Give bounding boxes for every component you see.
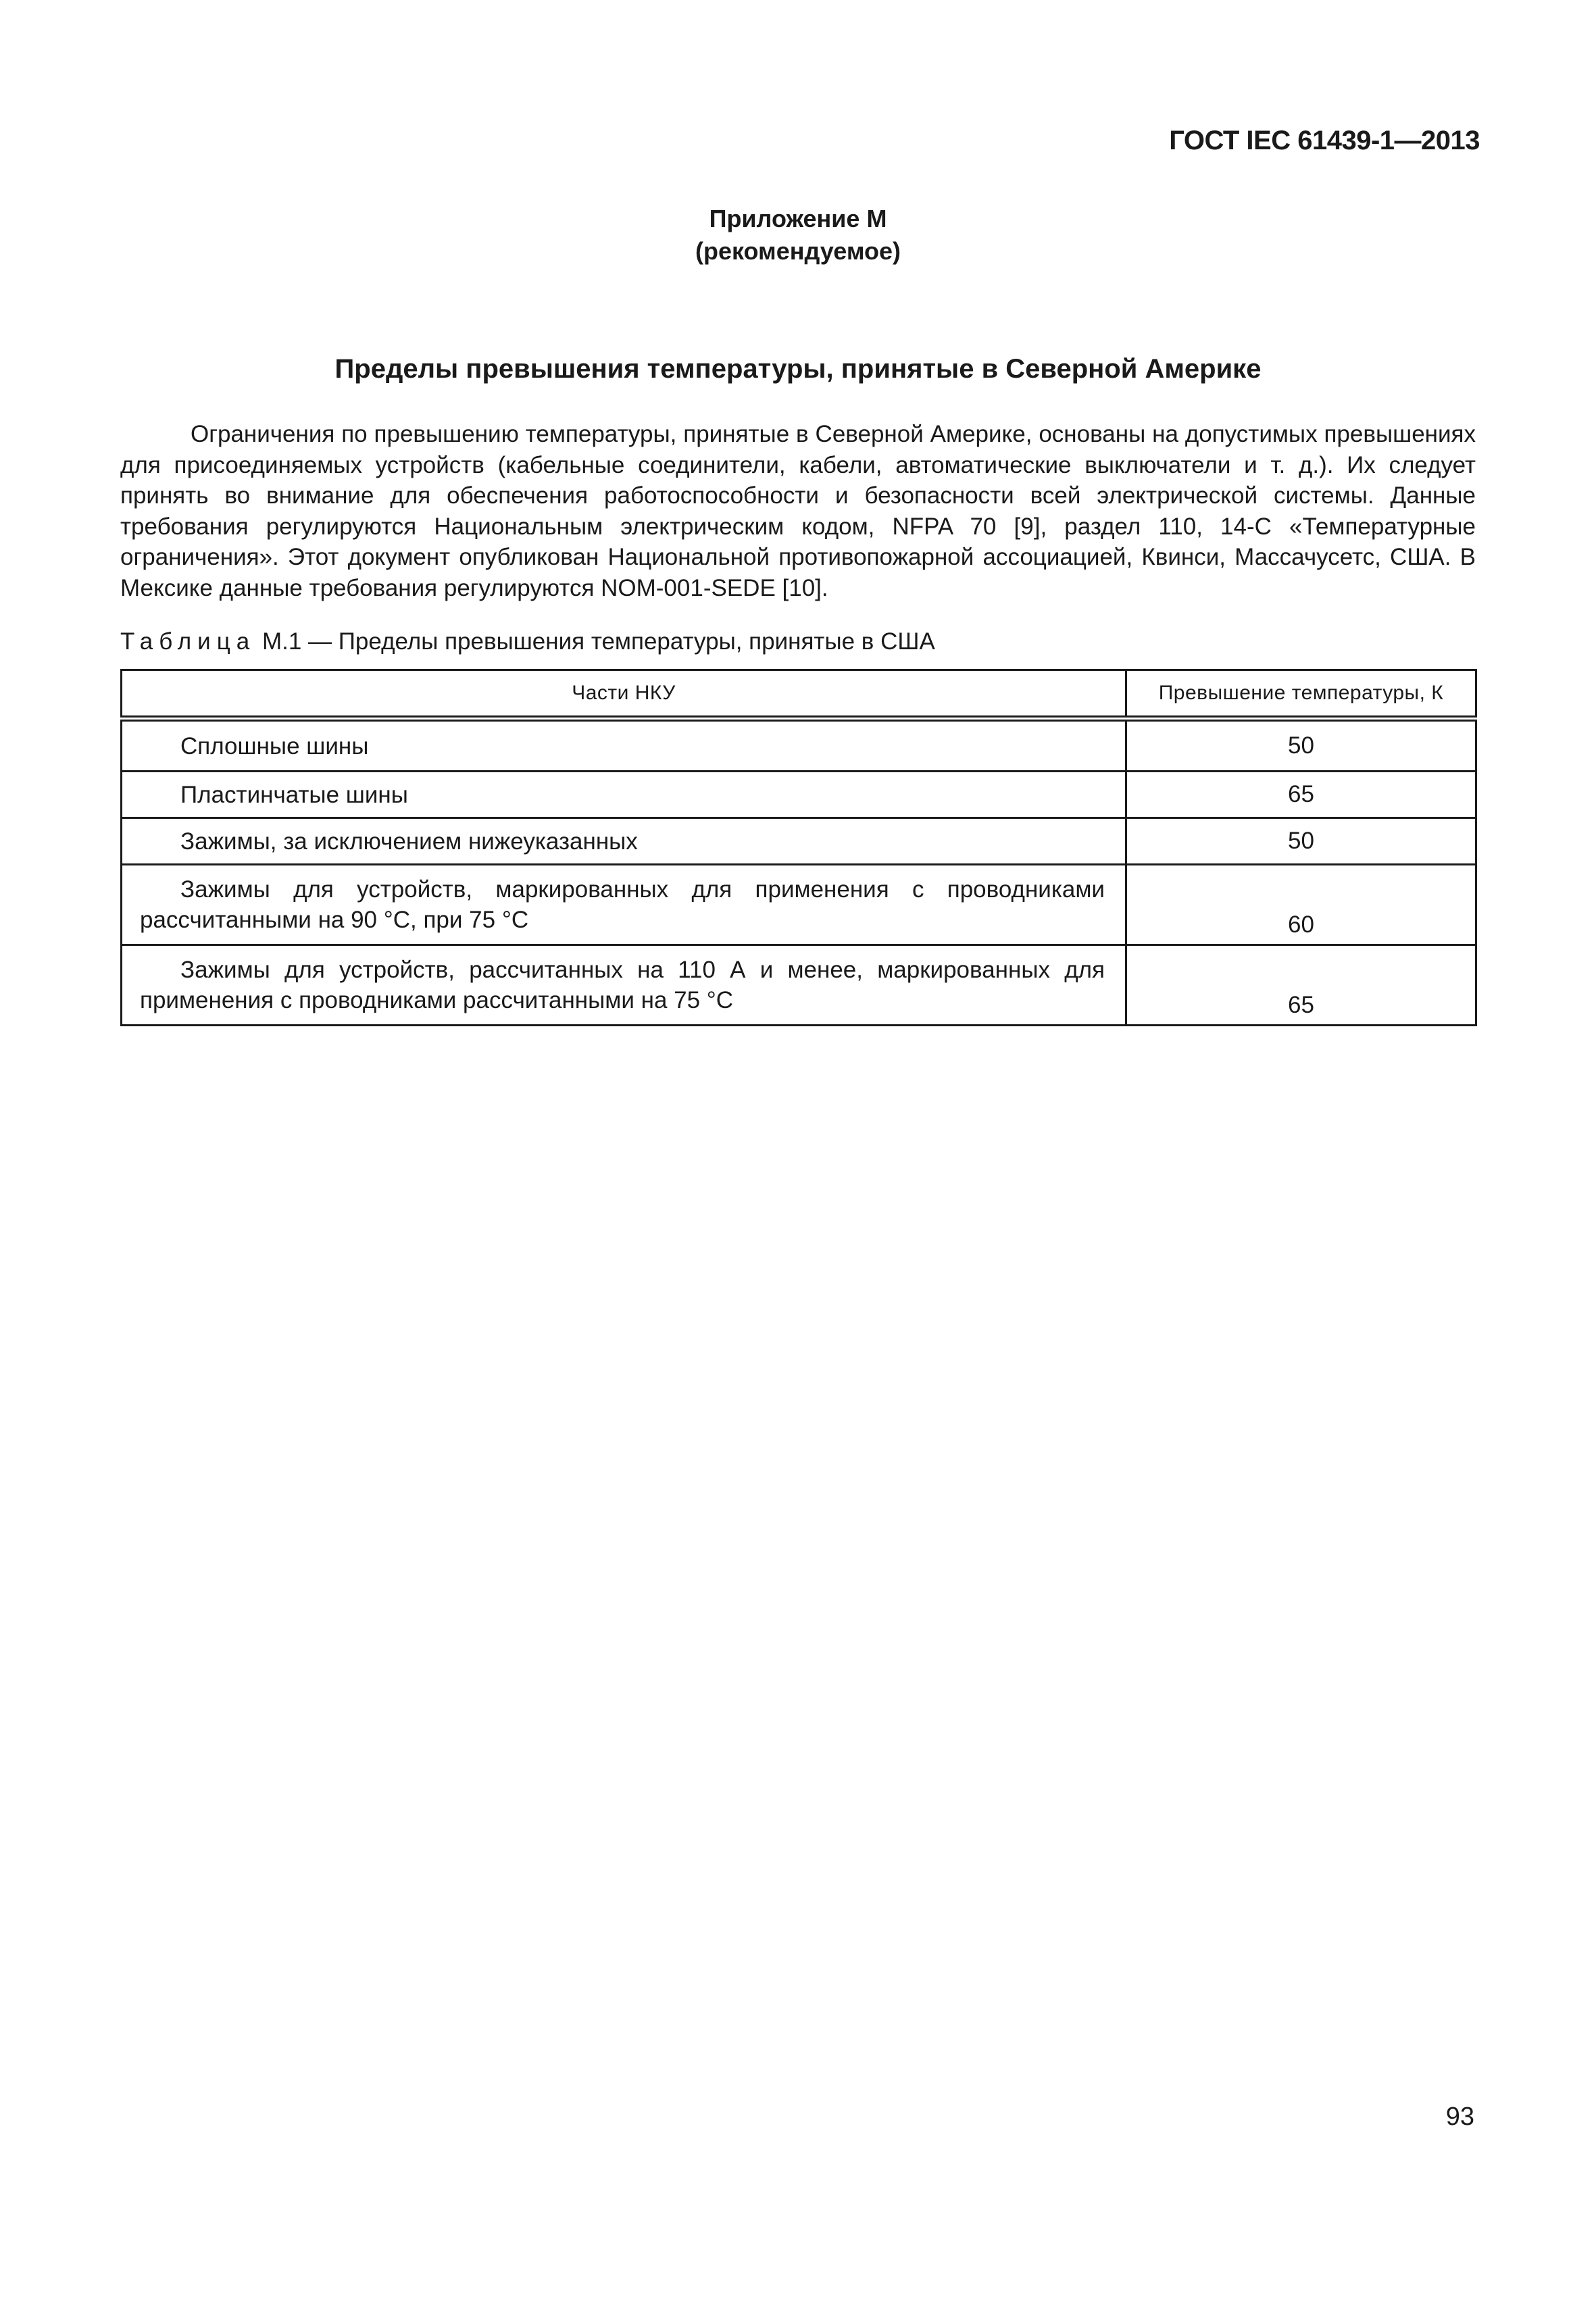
table-row	[122, 772, 1476, 818]
cell-value: 50	[1126, 719, 1476, 772]
table-row	[122, 865, 1476, 945]
header-value: Превышение температуры, К	[1126, 670, 1476, 719]
cell-part-text: Пластинчатые шины	[180, 781, 408, 808]
header-part: Части НКУ	[122, 670, 1126, 719]
cell-part	[122, 818, 1126, 865]
annex-label: Приложение М	[709, 205, 887, 232]
table-header-row	[122, 670, 1476, 719]
cell-value: 50	[1126, 818, 1476, 865]
table-caption-text: М.1 — Пределы превышения температуры, принятые в США	[255, 628, 935, 655]
table-caption	[120, 628, 935, 655]
cell-part	[122, 719, 1126, 772]
cell-part-text: Сплошные шины	[180, 732, 369, 759]
annex-status: (рекомендуемое)	[695, 237, 901, 265]
cell-part	[122, 945, 1126, 1026]
table-row	[122, 945, 1476, 1026]
annex-heading	[0, 203, 1596, 268]
table-row	[122, 719, 1476, 772]
page-number: 93	[1445, 2103, 1474, 2131]
cell-part-text: Зажимы для устройств, маркированных для применения с проводниками рассчитанными на 90 °С, при 75 °С	[140, 876, 1105, 933]
cell-value: 60	[1126, 865, 1476, 945]
body-paragraph: Ограничения по превышению температуры, принятые в Северной Америке, основаны на допустимых превышениях для присоединяемых устройств (кабельные соединители, кабели, автоматические выключатели и т. д.). Их следует принять во внимание для обеспечения работоспособности и безопасности всей электрической системы. Данные требования регулируются Национальным электрическим кодом, NFPA 70 [9], раздел 110, 14-С «Температурные ограничения». Этот документ опубликован Национальной противопожарной ассоциацией, Квинси, Массачусетс, США. В Мексике данные требования регулируются NOM-001-SEDE [10].	[120, 421, 1476, 601]
cell-part-text: Зажимы для устройств, рассчитанных на 110 А и менее, маркированных для применения с проводниками рассчитанными на 75 °С	[140, 957, 1105, 1013]
cell-part	[122, 772, 1126, 818]
cell-value: 65	[1126, 945, 1476, 1026]
document-code: ГОСТ IEC 61439-1—2013	[1169, 126, 1480, 155]
annex-title: Пределы превышения температуры, принятые в Северной Америке	[334, 354, 1262, 384]
cell-part	[122, 865, 1126, 945]
temperature-rise-table	[120, 669, 1477, 1026]
table-row	[122, 818, 1476, 865]
cell-part-text: Зажимы, за исключением нижеуказанных	[180, 828, 638, 855]
cell-value: 65	[1126, 772, 1476, 818]
table-caption-prefix: Таблица	[120, 628, 256, 655]
